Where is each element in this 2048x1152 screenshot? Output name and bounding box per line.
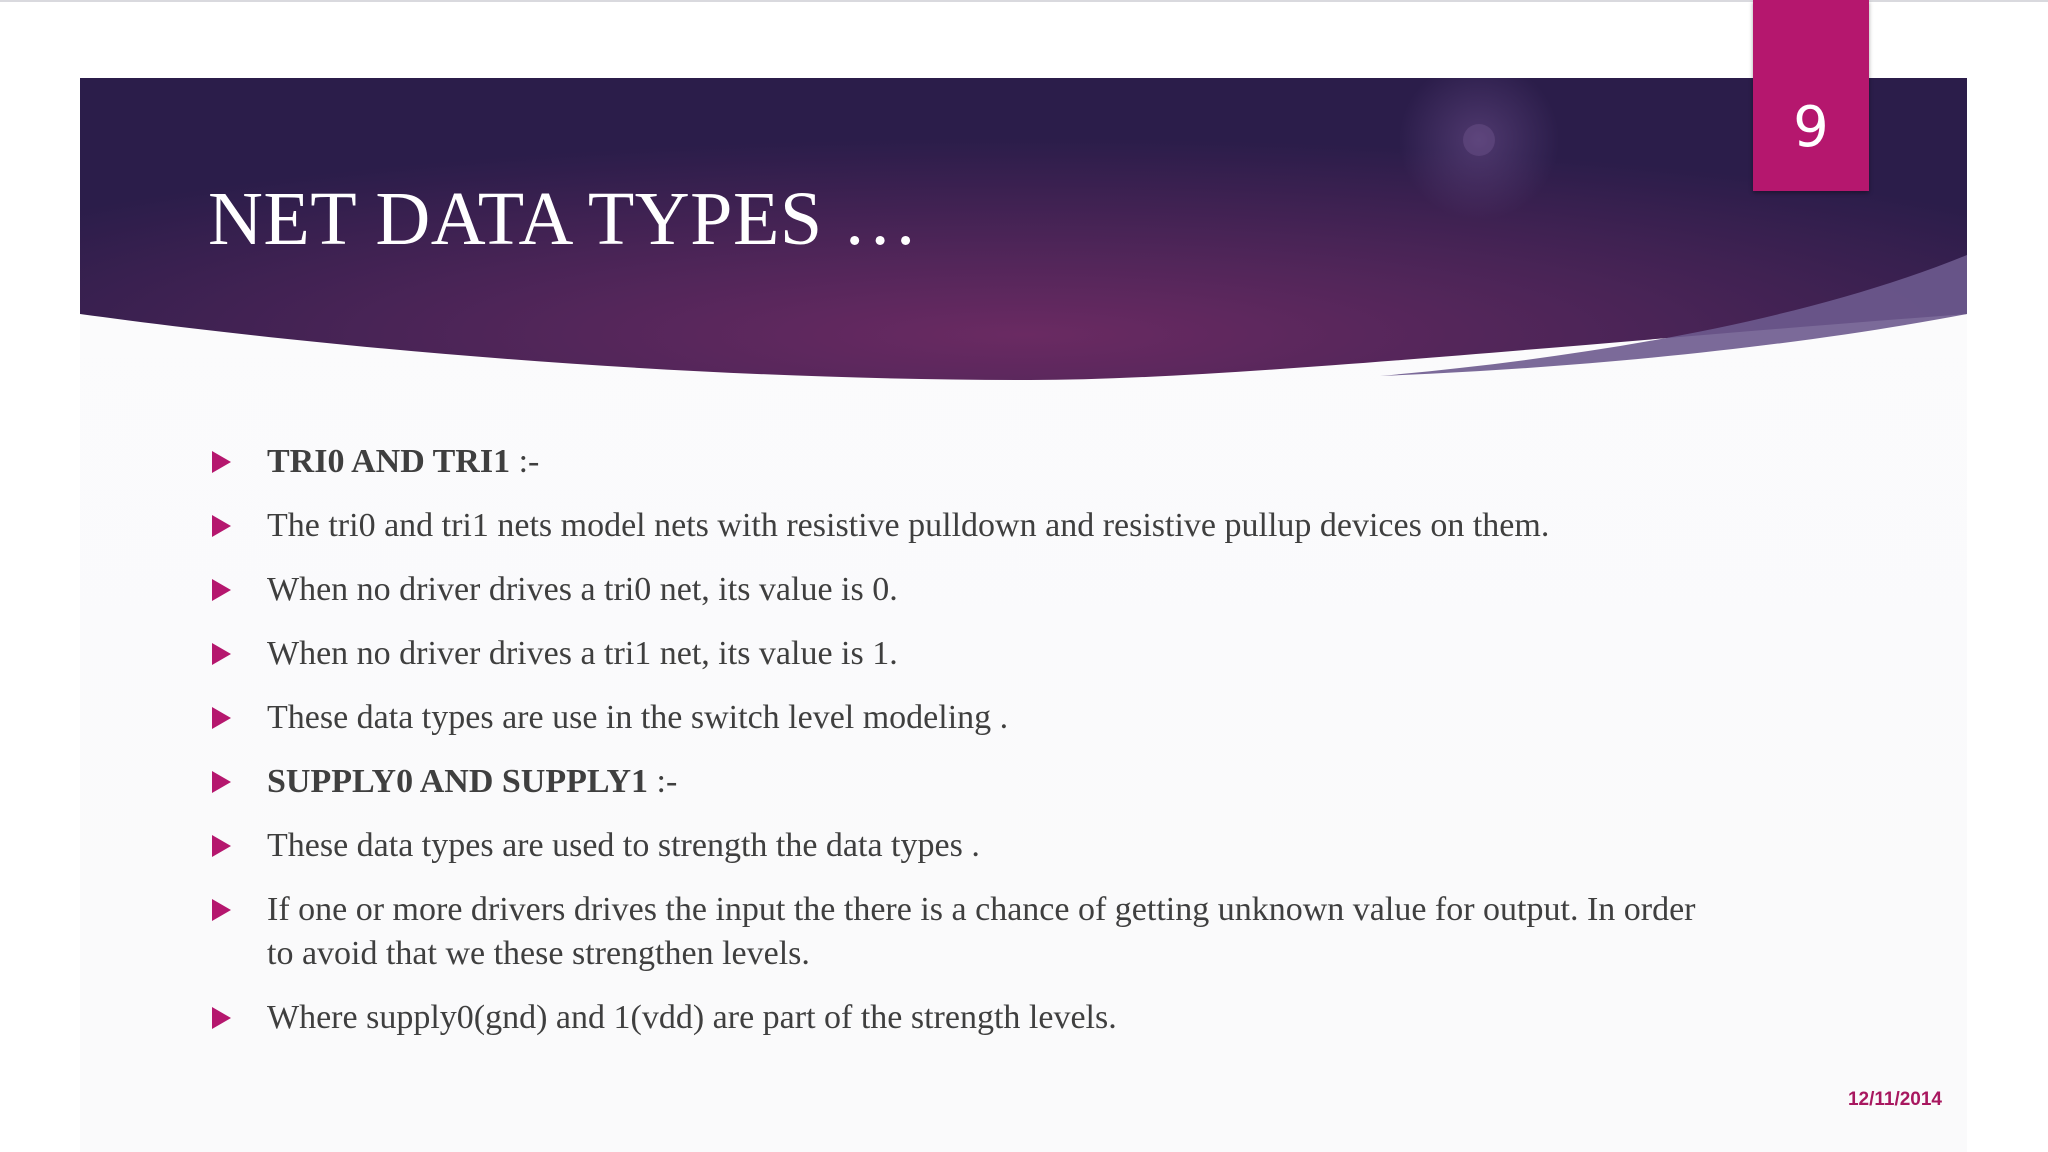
bullet-item [210,696,1730,740]
triangle-right-icon [212,515,231,537]
bullet-bold-text: SUPPLY0 AND SUPPLY1 [267,763,649,800]
bullet-item [210,568,1730,612]
page-number: 9 [1793,95,1829,160]
triangle-right-icon [212,771,231,793]
triangle-right-icon [212,899,231,921]
bullet-text: Where supply0(gnd) and 1(vdd) are part of the strength levels. [267,999,1117,1036]
bullet-item [210,632,1730,676]
bullet-item [210,824,1730,868]
bullet-text: These data types are used to strength the data types . [267,827,980,864]
bullet-text: These data types are use in the switch level modeling . [267,699,1009,736]
bullet-text: :- [510,443,540,480]
bullet-item [210,888,1730,976]
bullet-item [210,996,1730,1040]
bullet-text: If one or more drivers drives the input the there is a chance of getting unknown value for output. In order to avoid that we these strengthen levels. [267,891,1696,972]
triangle-right-icon [212,707,231,729]
bullet-text: When no driver drives a tri0 net, its value is 0. [267,571,898,608]
bullet-text: When no driver drives a tri1 net, its value is 1. [267,635,898,672]
top-divider [0,0,2048,2]
page-number-tab [1753,0,1869,191]
bullet-list [210,440,1730,1060]
triangle-right-icon [212,579,231,601]
bullet-text: :- [648,763,678,800]
bullet-text: The tri0 and tri1 nets model nets with resistive pulldown and resistive pullup devices on them. [267,507,1550,544]
bullet-bold-text: TRI0 AND TRI1 [267,443,511,480]
bullet-item [210,760,1730,804]
bullet-item [210,440,1730,484]
bullet-item [210,504,1730,548]
triangle-right-icon [212,643,231,665]
triangle-right-icon [212,835,231,857]
slide-title: NET DATA TYPES … [208,177,919,261]
triangle-right-icon [212,451,231,473]
triangle-right-icon [212,1007,231,1029]
slide-date: 12/11/2014 [1847,1089,1942,1110]
